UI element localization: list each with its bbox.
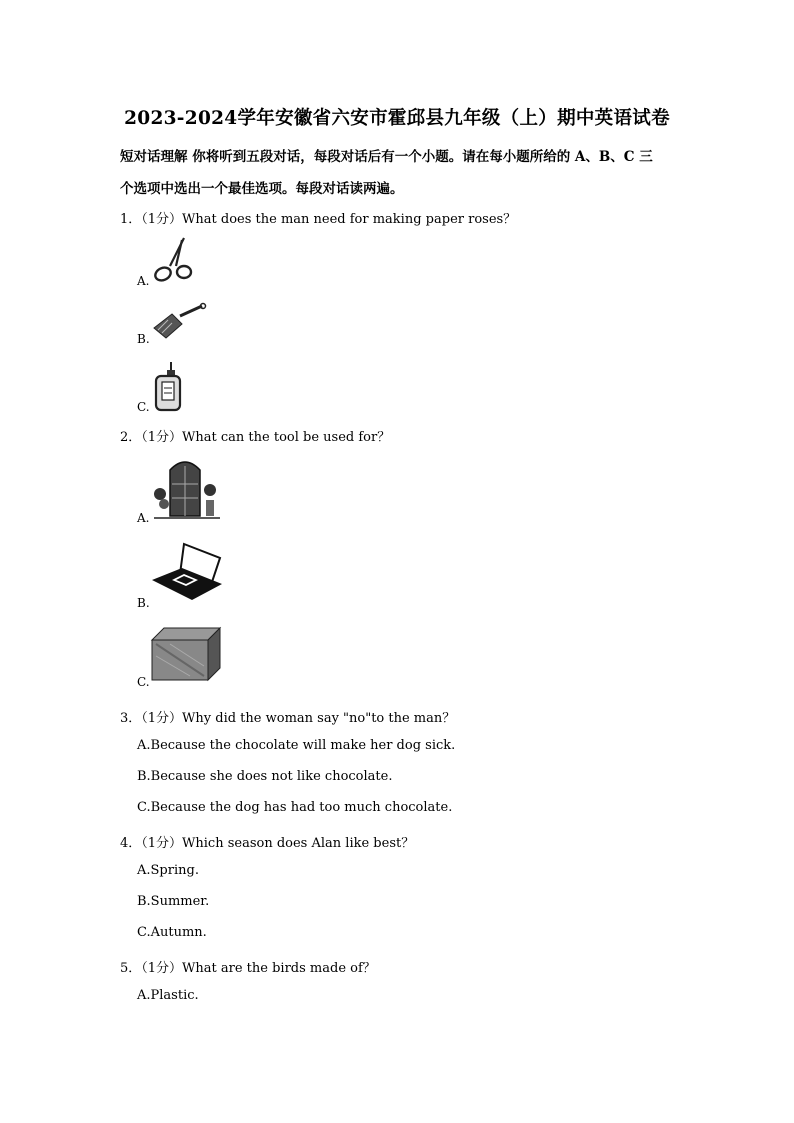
q3-option-c: C.Because the dog has had too much chocolate. xyxy=(137,800,453,815)
question-4: 4．（1分）Which season does Alan like best？ xyxy=(120,836,415,851)
question-5: 5．（1分）What are the birds made of？ xyxy=(120,961,376,976)
scissors-icon xyxy=(150,236,198,284)
q4-option-a: A.Spring. xyxy=(137,863,199,878)
question-1: 1．（1分）What does the man need for making paper roses？ xyxy=(120,212,517,227)
question-3: 3．（1分）Why did the woman say "no"to the man？ xyxy=(120,711,456,726)
section-instruction-line-1: 短对话理解 你将听到五段对话，每段对话后有一个小题。请在每小题所给的 A、B、C 三 xyxy=(120,149,653,165)
laptop-icon xyxy=(150,540,226,602)
house-door-icon xyxy=(152,456,222,522)
brush-icon xyxy=(150,302,208,342)
q4-option-c: C.Autumn. xyxy=(137,925,207,940)
q3-option-a: A.Because the chocolate will make her dog sick. xyxy=(137,738,456,753)
q1-option-c-label: C. xyxy=(137,400,150,414)
glue-bottle-icon xyxy=(152,360,184,412)
q3-option-b: B.Because she does not like chocolate. xyxy=(137,769,393,784)
q5-option-a: A.Plastic. xyxy=(137,988,199,1003)
section-instruction-line-2: 个选项中选出一个最佳选项。每段对话读两遍。 xyxy=(120,181,404,197)
q1-option-a-label: A. xyxy=(137,274,150,288)
q2-option-c-label: C. xyxy=(137,675,150,689)
q4-option-b: B.Summer. xyxy=(137,894,210,909)
page-title: 2023-2024学年安徽省六安市霍邱县九年级（上）期中英语试卷 xyxy=(124,108,670,129)
q2-option-a-label: A. xyxy=(137,511,150,525)
question-2: 2．（1分）What can the tool be used for？ xyxy=(120,430,391,445)
q2-option-b-label: B. xyxy=(137,596,150,610)
wooden-box-icon xyxy=(150,626,224,682)
q1-option-b-label: B. xyxy=(137,332,150,346)
